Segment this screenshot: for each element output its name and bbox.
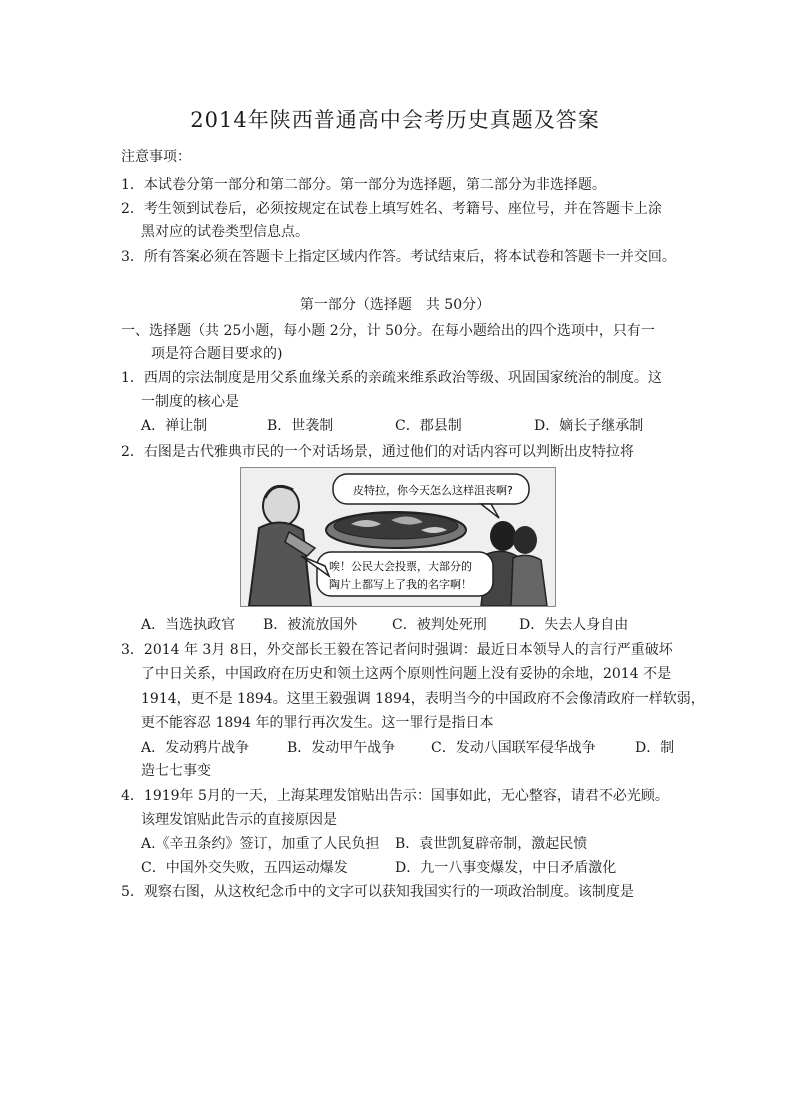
q4-option-d: D．九一八事变爆发，中日矛盾激化 bbox=[395, 860, 617, 876]
notice-item: 1．本试卷分第一部分和第二部分。第一部分为选择题，第二部分为非选择题。 bbox=[121, 177, 606, 193]
page-title: 2014年陕西普通高中会考历史真题及答案 bbox=[190, 108, 600, 132]
section-instructions: 一、选择题（共 25小题，每小题 2分，计 50分。在每小题给出的四个选项中，只有一 bbox=[121, 323, 655, 339]
q1-option-a: A．禅让制 bbox=[141, 418, 208, 434]
q2-option-b: B．被流放国外 bbox=[263, 617, 358, 633]
q1-stem: 1．西周的宗法制度是用父系血缘关系的亲疏来维系政治等级、巩固国家统治的制度。这 bbox=[121, 370, 662, 386]
pottery-dish-icon bbox=[326, 512, 466, 548]
notice-heading: 注意事项： bbox=[121, 149, 191, 165]
part1-heading: 第一部分（选择题 共 50分） bbox=[299, 297, 491, 313]
notice-item: 黑对应的试卷类型信息点。 bbox=[141, 224, 309, 240]
bubble-bottom-text-line1: 唉！公民大会投票，大部分的 bbox=[329, 560, 472, 573]
q2-option-d: D．失去人身自由 bbox=[519, 617, 629, 633]
q1-option-d: D．嫡长子继承制 bbox=[534, 418, 644, 434]
q3-option-d-wrap: 造七七事变 bbox=[141, 763, 211, 779]
left-citizen-figure bbox=[249, 486, 315, 606]
q4-option-b: B．袁世凯复辟帝制，激起民愤 bbox=[395, 836, 588, 852]
bubble-top-text: 皮特拉，你今天怎么这样沮丧啊? bbox=[353, 484, 513, 497]
q4-option-c: C．中国外交失败，五四运动爆发 bbox=[141, 860, 348, 876]
cartoon-drawing bbox=[241, 468, 555, 606]
notice-item: 3．所有答案必须在答题卡上指定区域内作答。考试结束后，将本试卷和答题卡一并交回。 bbox=[121, 249, 676, 265]
q2-option-c: C．被判处死刑 bbox=[392, 617, 487, 633]
q2-stem: 2．右图是古代雅典市民的一个对话场景，通过他们的对话内容可以判断出皮特拉将 bbox=[121, 444, 634, 460]
q3-stem: 1914，更不是 1894。这里王毅强调 1894，表明当今的中国政府不会像清政府一样软弱， bbox=[141, 691, 705, 707]
bubble-bottom-text-line2: 陶片上都写上了我的名字啊！ bbox=[329, 578, 472, 591]
notice-item: 2．考生领到试卷后，必须按规定在试卷上填写姓名、考籍号、座位号，并在答题卡上涂 bbox=[121, 201, 662, 217]
q1-option-b: B．世袭制 bbox=[267, 418, 334, 434]
q4-stem: 4．1919年 5月的一天，上海某理发馆贴出告示：国事如此，无心整容，请君不必光顾。 bbox=[121, 788, 669, 804]
q5-stem: 5．观察右图，从这枚纪念币中的文字可以获知我国实行的一项政治制度。该制度是 bbox=[121, 884, 634, 900]
section-instructions: 项是符合题目要求的) bbox=[151, 346, 283, 362]
q3-stem: 更不能容忍 1894 年的罪行再次发生。这一罪行是指日本 bbox=[141, 715, 494, 731]
q4-option-a: A.《辛丑条约》签订，加重了人民负担 bbox=[141, 836, 380, 852]
q3-option-b: B．发动甲午战争 bbox=[287, 740, 396, 756]
q3-option-d: D．制 bbox=[635, 740, 675, 756]
q1-stem: 一制度的核心是 bbox=[141, 394, 239, 410]
q3-option-c: C．发动八国联军侵华战争 bbox=[431, 740, 596, 756]
q4-stem: 该理发馆贴此告示的直接原因是 bbox=[141, 812, 337, 828]
q1-option-c: C．郡县制 bbox=[395, 418, 462, 434]
q3-stem: 3．2014 年 3月 8日，外交部长王毅在答记者问时强调：最近日本领导人的言行严重破坏 bbox=[121, 642, 673, 658]
q2-cartoon-image bbox=[240, 467, 556, 607]
q3-stem: 了中日关系，中国政府在历史和领土这两个原则性问题上没有妥协的余地，2014 不是 bbox=[141, 666, 672, 682]
q3-option-a: A．发动鸦片战争 bbox=[141, 740, 250, 756]
q2-option-a: A．当选执政官 bbox=[141, 617, 236, 633]
